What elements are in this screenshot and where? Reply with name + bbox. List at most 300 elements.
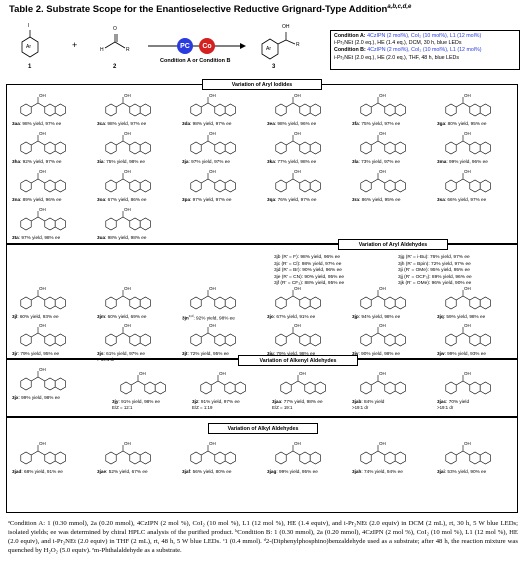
compound-footnote-mark: c,d xyxy=(188,314,194,318)
substituent-entry: 3jg (R' = i-Bu): 76% yield, 97% ee xyxy=(398,255,470,260)
compound-structure-drawing xyxy=(437,440,507,468)
compound-id: 3jq xyxy=(437,314,444,319)
compound-entry xyxy=(437,130,509,166)
compound-id: 3da xyxy=(182,121,191,126)
compound-structure-drawing xyxy=(97,130,167,158)
compound-result xyxy=(12,121,92,126)
compound-result xyxy=(352,159,432,164)
compound-3-number: 3 xyxy=(272,64,276,70)
section-aryl-aldehydes: Variation of Aryl Aldehydes xyxy=(338,239,448,250)
compound-id: 3ha xyxy=(12,159,21,164)
compound-result xyxy=(437,121,517,126)
compound-result xyxy=(267,469,347,474)
compound-entry xyxy=(182,322,254,358)
oh-label: OH xyxy=(39,131,46,136)
compound-entry xyxy=(97,285,169,321)
oh-label: OH xyxy=(294,131,301,136)
compound-id: 3ea xyxy=(267,121,275,126)
oh-label: OH xyxy=(379,169,386,174)
compound-yield-ee: : 98% yield, 97% ee xyxy=(104,121,147,126)
scheme-o-label: O xyxy=(113,26,117,32)
compound-structure-drawing xyxy=(182,92,252,120)
compound-result xyxy=(182,469,262,474)
compound-yield-ee: : 75% yield, 97% ee xyxy=(358,121,401,126)
scheme-ar-label: Ar xyxy=(26,44,31,50)
oh-label: OH xyxy=(209,441,216,446)
compound-id: 3jab xyxy=(352,399,362,404)
oh-label: OH xyxy=(464,169,471,174)
compound-result xyxy=(267,197,347,202)
compound-entry xyxy=(12,130,84,166)
compound-structure-drawing xyxy=(97,206,167,234)
compound-structure-drawing xyxy=(437,285,507,313)
compound-structure-drawing xyxy=(267,92,337,120)
compound-id: 3js xyxy=(97,351,104,356)
cobalt-badge: Co xyxy=(199,38,215,54)
compound-result xyxy=(97,469,177,474)
compound-id: 3jt xyxy=(182,351,188,356)
compound-structure-drawing xyxy=(437,370,507,398)
compound-id: 3ja xyxy=(182,159,189,164)
compound-result xyxy=(182,351,262,356)
compound-result xyxy=(12,235,92,240)
compound-structure-drawing xyxy=(267,168,337,196)
substituent-entry: 3ji (R' = OMe): 95% yield, 95% ee xyxy=(398,268,470,273)
substituent-entry: 3jc (R' = Cl): 98% yield, 97% ee xyxy=(274,261,342,267)
compound-yield-ee: : 92% yield, 97% ee xyxy=(20,159,62,164)
compound-yield-ee: : 70% yield xyxy=(446,399,470,404)
compound-id: 3ia xyxy=(97,159,104,164)
compound-yield-ee: : 59% yield, 98% ee xyxy=(443,314,486,319)
compound-result xyxy=(352,121,432,126)
compound-structure-drawing xyxy=(12,440,82,468)
compound-entry xyxy=(267,130,339,166)
compound-structure-drawing xyxy=(267,285,337,313)
compound-selectivity: >19:1 dr xyxy=(437,405,454,410)
compound-id: 3jah xyxy=(352,469,362,474)
compound-yield-ee: : 67% yield, 86% ee xyxy=(105,197,147,202)
compound-result xyxy=(182,121,262,126)
compound-yield-ee: : 99% yield, 98% ee xyxy=(18,395,60,400)
compound-id: 3jp xyxy=(352,314,359,319)
compound-id: 3aa xyxy=(12,121,20,126)
compound-result xyxy=(182,197,262,202)
oh-label: OH xyxy=(209,93,216,98)
compound-1-number: 1 xyxy=(28,64,32,70)
compound-structure-drawing xyxy=(437,92,507,120)
oh-label: OH xyxy=(209,131,216,136)
compound-yield-ee: : 86% yield, 95% ee xyxy=(359,197,401,202)
compound-structure-drawing xyxy=(12,206,82,234)
compound-structure-drawing xyxy=(272,370,342,398)
compound-entry xyxy=(267,92,339,128)
compound-id: 3ga xyxy=(437,121,446,126)
oh-label: OH xyxy=(124,207,131,212)
compound-selectivity: >19:1 dr xyxy=(352,405,369,410)
compound-entry xyxy=(267,168,339,204)
compound-result xyxy=(267,351,347,356)
compound-entry xyxy=(12,92,84,128)
compound-entry xyxy=(437,168,509,204)
compound-result xyxy=(352,469,432,474)
compound-yield-ee: : 56% yield, 80% ee xyxy=(190,469,232,474)
oh-label: OH xyxy=(39,93,46,98)
compound-entry xyxy=(12,322,84,358)
compound-entry xyxy=(12,285,84,321)
compound-yield-ee: : 67% yield, 91% ee xyxy=(273,314,316,319)
compound-result xyxy=(12,469,92,474)
compound-entry xyxy=(352,285,424,321)
compound-yield-ee: : 91% yield, 97% ee xyxy=(198,399,240,404)
compound-structure-drawing xyxy=(182,322,252,350)
compound-id: 3fa xyxy=(352,121,359,126)
compound-result xyxy=(12,159,92,164)
compound-yield-ee: : 94% yield, 98% ee xyxy=(358,314,401,319)
compound-id: 3jr xyxy=(12,351,18,356)
oh-label: OH xyxy=(464,286,471,291)
compound-id: 3jv xyxy=(352,351,359,356)
oh-label: OH xyxy=(379,286,386,291)
compound-structure-drawing xyxy=(97,322,167,350)
compound-yield-ee: : 66% yield, 97% ee xyxy=(444,197,487,202)
compound-entry xyxy=(97,168,169,204)
compound-result xyxy=(352,351,432,356)
compound-result xyxy=(352,399,432,404)
compound-yield-ee: : 99% yield, 95% ee xyxy=(276,469,318,474)
compound-entry xyxy=(97,322,169,362)
oh-label: OH xyxy=(39,207,46,212)
compound-structure-drawing xyxy=(192,370,262,398)
compound-structure-drawing xyxy=(267,322,337,350)
compound-structure-drawing xyxy=(267,130,337,158)
compound-structure-drawing xyxy=(12,285,82,313)
oh-label: OH xyxy=(39,441,46,446)
compound-result xyxy=(97,121,177,126)
section-aryl-iodides: Variation of Aryl Iodides xyxy=(202,79,322,90)
oh-label: OH xyxy=(209,286,216,291)
compound-entry xyxy=(267,322,339,358)
compound-structure-drawing xyxy=(97,285,167,313)
compound-selectivity: E/Z = 19:1 xyxy=(272,405,293,410)
compound-structure-drawing xyxy=(97,440,167,468)
compound-structure-drawing xyxy=(352,440,422,468)
compound-entry xyxy=(182,168,254,204)
compound-yield-ee: : 77% yield, 98% ee xyxy=(274,159,317,164)
compound-result xyxy=(97,351,177,356)
photocatalyst-badge: PC xyxy=(177,38,193,54)
oh-label: OH xyxy=(209,323,216,328)
substituent-entry: 3jd (R' = Br): 90% yield, 96% ee xyxy=(274,268,342,273)
substituent-entry: 3je (R' = CN): 90% yield, 95% ee xyxy=(274,274,345,280)
oh-label: OH xyxy=(379,323,386,328)
substituent-entry: 3jb (R' = F): 98% yield, 96% ee xyxy=(274,255,341,260)
compound-yield-ee: : 92% yield, 98% ee xyxy=(193,315,235,321)
compound-entry xyxy=(182,130,254,166)
compound-entry xyxy=(267,285,339,321)
compound-structure-drawing xyxy=(352,285,422,313)
compound-entry xyxy=(97,440,169,476)
scheme-iodide-label: I xyxy=(28,23,30,29)
compound-result xyxy=(437,399,517,404)
compound-result xyxy=(97,159,177,164)
compound-id: 3pa xyxy=(182,197,191,202)
oh-label: OH xyxy=(294,169,301,174)
compound-yield-ee: : 60% yield, 93% ee xyxy=(17,314,59,319)
compound-structure-drawing xyxy=(267,440,337,468)
compound-structure-drawing xyxy=(352,322,422,350)
compound-entry xyxy=(352,92,424,128)
compound-yield-ee: : 73% yield, 97% ee xyxy=(358,159,400,164)
compound-result xyxy=(267,159,347,164)
compound-result xyxy=(12,351,92,356)
condition-label: Condition A or Condition B xyxy=(160,58,231,64)
compound-2-number: 2 xyxy=(113,64,117,70)
compound-id: 3jx xyxy=(12,395,19,400)
compound-entry xyxy=(437,322,509,358)
compound-entry xyxy=(97,206,169,242)
compound-yield-ee: : 99% yield, 93% ee xyxy=(444,351,486,356)
substituent-list-col2 xyxy=(398,255,472,288)
compound-yield-ee: : 60% yield, 69% ee xyxy=(105,314,147,319)
compound-result xyxy=(12,314,92,319)
compound-structure-drawing xyxy=(12,322,82,350)
compound-result xyxy=(97,314,177,319)
compound-entry xyxy=(437,440,509,476)
substituent-entry: 3jk (R' = OMe): 96% yield, 90% ee xyxy=(398,281,472,286)
compound-id: 3ka xyxy=(267,159,275,164)
compound-structure-drawing xyxy=(182,130,252,158)
compound-result xyxy=(97,197,177,202)
oh-label: OH xyxy=(39,367,46,372)
compound-yield-ee: : 53% yield, 90% ee xyxy=(444,469,487,474)
compound-structure-drawing xyxy=(97,92,167,120)
compound-id: 3jw xyxy=(437,351,445,356)
scheme-plus: + xyxy=(72,40,78,50)
compound-id: 3la xyxy=(352,159,359,164)
compound-structure-drawing xyxy=(112,370,182,398)
compound-entry xyxy=(352,322,424,358)
compound-entry xyxy=(97,130,169,166)
oh-label: OH xyxy=(39,169,46,174)
compound-entry xyxy=(352,370,424,410)
compound-entry xyxy=(437,370,509,410)
compound-yield-ee: : 91% yield, 98% ee xyxy=(118,399,160,404)
compound-entry xyxy=(97,92,169,128)
compound-entry xyxy=(352,130,424,166)
oh-label: OH xyxy=(219,371,226,376)
compound-entry xyxy=(437,285,509,321)
compound-structure-drawing xyxy=(12,92,82,120)
section-alkyl-aldehydes: Variation of Alkyl Aldehydes xyxy=(208,423,318,434)
oh-label: OH xyxy=(294,323,301,328)
oh-label: OH xyxy=(209,169,216,174)
compound-entry xyxy=(182,92,254,128)
scheme-product-ar: Ar xyxy=(266,46,271,52)
compound-result xyxy=(437,314,517,319)
oh-label: OH xyxy=(139,371,146,376)
compound-result xyxy=(182,314,262,321)
compound-id: 3jag xyxy=(267,469,277,474)
compound-id: 3sa xyxy=(437,197,445,202)
compound-id: 3jy xyxy=(112,399,119,404)
scheme-product-oh: OH xyxy=(282,24,290,30)
compound-id: 3oa xyxy=(97,197,106,202)
compound-structure-drawing xyxy=(12,130,82,158)
compound-yield-ee: : 97% yield, 97% ee xyxy=(190,197,232,202)
compound-structure-drawing xyxy=(352,168,422,196)
compound-structure-drawing xyxy=(437,322,507,350)
scheme-product-r: R xyxy=(296,42,300,48)
compound-structure-drawing xyxy=(437,168,507,196)
compound-id: 3jaf xyxy=(182,469,191,474)
oh-label: OH xyxy=(124,323,131,328)
compound-id: 3jai xyxy=(437,469,445,474)
compound-entry xyxy=(182,440,254,476)
compound-structure-drawing xyxy=(97,168,167,196)
compound-id: 3qa xyxy=(267,197,276,202)
scheme-h-label: H xyxy=(100,47,104,53)
compound-structure-drawing xyxy=(182,168,252,196)
oh-label: OH xyxy=(464,93,471,98)
compound-id: 3ta xyxy=(12,235,19,240)
compound-result xyxy=(192,399,272,404)
oh-label: OH xyxy=(294,441,301,446)
oh-label: OH xyxy=(124,93,131,98)
oh-label: OH xyxy=(124,131,131,136)
compound-entry xyxy=(352,168,424,204)
compound-structure-drawing xyxy=(182,440,252,468)
section-alkenyl-aldehydes: Variation of Alkenyl Aldehydes xyxy=(238,355,358,366)
oh-label: OH xyxy=(379,371,386,376)
compound-entry xyxy=(437,92,509,128)
compound-structure-drawing xyxy=(352,130,422,158)
compound-structure-drawing xyxy=(12,366,82,394)
compound-yield-ee: : 80% yield, 95% ee xyxy=(445,121,487,126)
compound-yield-ee: : 68% yield, 91% ee xyxy=(21,469,63,474)
table-title: Table 2. Substrate Scope for the Enantioselective Reductive Grignard-Type Addition$^{a,b,c,d,e}$ xyxy=(9,4,412,16)
conditions-box: Condition A: 4CzIPN (2 mol%), CoI₂ (10 mol%), L1 (12 mol%) i-Pr₂NEt (2.0 eq.), HE (1.4 eq.), DCM, 30 h, blue LEDs Condition B: 4CzIPN (2 mol%), CoI₂ (10 mol%), L1 (12 mol%) i-Pr₂NEt (2.0 eq.), HE (2.0 eq.), THF, 48 h, blue LEDs xyxy=(330,30,520,70)
compound-entry xyxy=(12,440,84,476)
oh-label: OH xyxy=(124,169,131,174)
compound-id: 3jo xyxy=(267,314,274,319)
compound-result xyxy=(267,314,347,319)
compound-result xyxy=(182,159,262,164)
compound-id: 3jad xyxy=(12,469,22,474)
compound-entry xyxy=(112,370,184,410)
compound-entry xyxy=(272,370,344,410)
compound-yield-ee: : 98% yield, 96% ee xyxy=(274,121,317,126)
compound-yield-ee: : 84% yield xyxy=(361,399,385,404)
compound-structure-drawing xyxy=(182,285,252,313)
compound-result xyxy=(12,197,92,202)
compound-result xyxy=(267,121,347,126)
compound-yield-ee: : 98% yield, 98% ee xyxy=(105,235,147,240)
compound-selectivity: > 19:1 dr xyxy=(97,357,115,362)
compound-yield-ee: : 97% yield, 98% ee xyxy=(18,235,61,240)
compound-result xyxy=(112,399,192,404)
compound-result xyxy=(437,351,517,356)
compound-id: 3jaa xyxy=(272,399,282,404)
oh-label: OH xyxy=(294,93,301,98)
compound-entry xyxy=(12,366,84,402)
compound-yield-ee: : 98% yield, 97% ee xyxy=(190,121,232,126)
compound-yield-ee: : 79% yield, 98% ee xyxy=(273,351,316,356)
compound-yield-ee: : 61% yield, 97% ee xyxy=(103,351,145,356)
scheme-structures xyxy=(0,0,330,80)
compound-id: 3jn xyxy=(182,315,189,321)
compound-yield-ee: : 72% yield, 95% ee xyxy=(187,351,229,356)
compound-structure-drawing xyxy=(12,168,82,196)
compound-result xyxy=(437,159,517,164)
compound-yield-ee: : 75% yield, 98% ee xyxy=(103,159,145,164)
compound-id: 3jl xyxy=(12,314,18,319)
oh-label: OH xyxy=(464,371,471,376)
compound-yield-ee: : 99% yield, 96% ee xyxy=(446,159,488,164)
oh-label: OH xyxy=(39,286,46,291)
compound-entry xyxy=(12,168,84,204)
compound-yield-ee: : 79% yield, 95% ee xyxy=(17,351,60,356)
substituent-list-col1 xyxy=(274,255,344,288)
compound-result xyxy=(437,197,517,202)
compound-result xyxy=(12,395,92,400)
compound-result xyxy=(272,399,352,404)
compound-id: 3ca xyxy=(97,121,105,126)
compound-id: 3jm xyxy=(97,314,106,319)
compound-id: 3ra xyxy=(352,197,360,202)
compound-entry xyxy=(182,285,254,321)
compound-id: 3ju xyxy=(267,351,274,356)
compound-id: 3ma xyxy=(437,159,447,164)
compound-yield-ee: : 77% yield, 98% ee xyxy=(281,399,323,404)
compound-structure-drawing xyxy=(352,92,422,120)
compound-id: 3na xyxy=(12,197,21,202)
oh-label: OH xyxy=(124,441,131,446)
oh-label: OH xyxy=(379,131,386,136)
substituent-entry: 3jj (R' = OCF₃): 89% yield, 96% ee xyxy=(398,274,472,280)
oh-label: OH xyxy=(39,323,46,328)
compound-yield-ee: : 89% yield, 96% ee xyxy=(20,197,62,202)
oh-label: OH xyxy=(464,323,471,328)
oh-label: OH xyxy=(299,371,306,376)
compound-structure-drawing xyxy=(437,130,507,158)
compound-structure-drawing xyxy=(352,370,422,398)
oh-label: OH xyxy=(379,441,386,446)
compound-result xyxy=(352,197,432,202)
oh-label: OH xyxy=(379,93,386,98)
oh-label: OH xyxy=(464,131,471,136)
compound-yield-ee: : 74% yield, 94% ee xyxy=(361,469,403,474)
substituent-entry: 3jh (R' = Bpin): 72% yield, 97% ee xyxy=(398,261,471,267)
scheme-r-label: R xyxy=(126,47,130,53)
compound-id: 3ua xyxy=(97,235,106,240)
compound-selectivity: E/Z = 1:19 xyxy=(192,405,213,410)
compound-yield-ee: : 76% yield, 97% ee xyxy=(275,197,317,202)
compound-yield-ee: : 97% yield, 97% ee xyxy=(188,159,230,164)
oh-label: OH xyxy=(294,286,301,291)
table-footnote: ᵃCondition A: 1 (0.30 mmol), 2a (0.20 mmol), 4CzIPN (2 mol %), CoI₂ (10 mol %), L1 (12 mol %), HE (1.4 equiv), and i-Pr₂NEt (2.0 equiv) in DCM (2 mL), rt, 30 h, 5 W blue LEDs; isolated yields; ee was determined by chiral HPLC analysis of the purified product. ᵇCondition B: 1 (0.30 mmol), 2a (0.20 mmol), 4CzIPN (2 mol %), CoI₂ (10 mol %), L1 (12 mol %), HE (2.0 equiv), and i-Pr₂NEt (2.0 equiv) in THF (2 mL), rt, 48 h, 5 W blue LEDs. ᶜ1 (0.4 mmol). ᵈ2-(Diphenylphosphino)benzaldehyde used as a substrate; after 48 h, the reaction mixture was quenched by H₂O₂ (5.0 equiv). ᵉm-Phthalaldehyde as a substrate. xyxy=(8,520,518,554)
oh-label: OH xyxy=(464,441,471,446)
compound-result xyxy=(97,235,177,240)
compound-yield-ee: : 52% yield, 67% ee xyxy=(106,469,148,474)
compound-entry xyxy=(192,370,264,410)
compound-result xyxy=(352,314,432,319)
compound-entry xyxy=(12,206,84,242)
compound-id: 3jae xyxy=(97,469,107,474)
compound-entry xyxy=(352,440,424,476)
compound-yield-ee: : 98% yield, 97% ee xyxy=(19,121,62,126)
oh-label: OH xyxy=(124,286,131,291)
compound-yield-ee: : 90% yield, 98% ee xyxy=(358,351,400,356)
